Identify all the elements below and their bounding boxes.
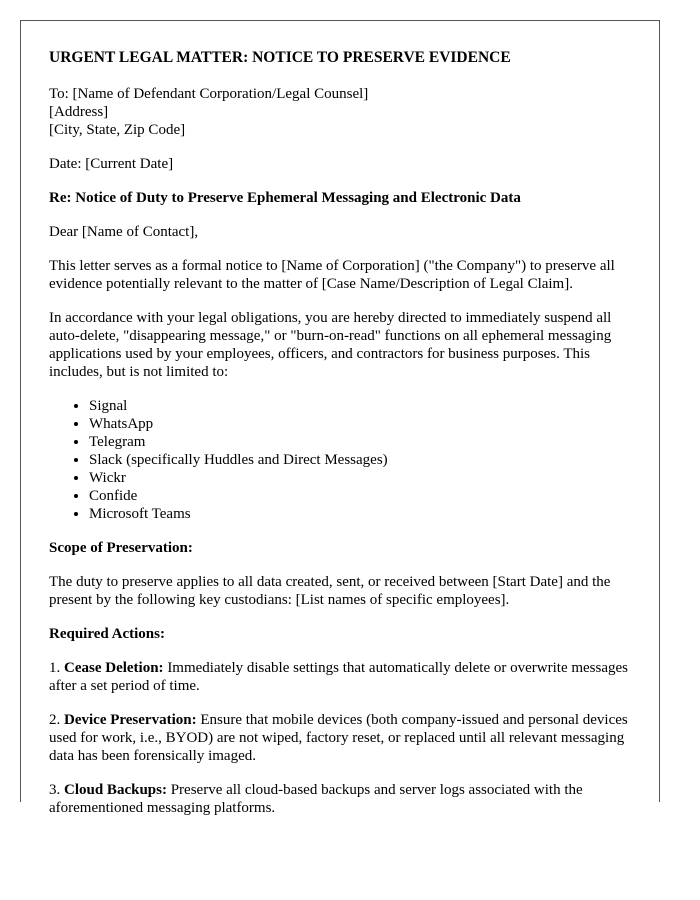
action-number: 3. [49, 782, 64, 798]
list-item: • Wickr [89, 469, 639, 487]
action-number: 1. [49, 660, 64, 676]
recipient-address: [Address] [49, 104, 109, 120]
scope-paragraph: The duty to preserve applies to all data created, sent, or received between [Start Date] and the present by the following key custodians: [List names of specific employees]. [49, 574, 611, 608]
action-text: Preserve all cloud-based backups and server logs associated with the aforementioned messaging platforms. [49, 782, 583, 816]
recipient-block [49, 85, 639, 139]
action-label: Device Preservation: [64, 712, 197, 728]
document-page [20, 20, 660, 816]
app-list [49, 397, 639, 523]
action-text: Ensure that mobile devices (both company-issued and personal devices used for work, i.e., BYOD) are not wiped, factory reset, or replaced until all relevant messaging data has been forensically imaged. [49, 712, 628, 764]
subject-line: Re: Notice of Duty to Preserve Ephemeral Messaging and Electronic Data [49, 190, 521, 206]
letter-title: URGENT LEGAL MATTER: NOTICE TO PRESERVE EVIDENCE [49, 49, 511, 66]
salutation: Dear [Name of Contact], [49, 224, 199, 240]
action-item [49, 711, 639, 765]
action-label: Cloud Backups: [64, 782, 167, 798]
recipient-city: [City, State, Zip Code] [49, 122, 186, 138]
intro-paragraph: This letter serves as a formal notice to [Name of Corporation] ("the Company") to preserve all evidence potentially relevant to the matter of [Case Name/Description of Legal Claim]. [49, 258, 615, 292]
action-label: Cease Deletion: [64, 660, 164, 676]
action-text: Immediately disable settings that automatically delete or overwrite messages after a set period of time. [49, 660, 628, 694]
list-item: • Telegram [89, 433, 639, 451]
actions-heading: Required Actions: [49, 626, 165, 642]
list-item: • Signal [89, 397, 639, 415]
list-item: • Slack (specifically Huddles and Direct Messages) [89, 451, 639, 469]
directive-paragraph: In accordance with your legal obligations, you are hereby directed to immediately suspend all auto-delete, "disappearing message," or "burn-on-read" functions on all ephemeral messaging applications used by your employees, officers, and contractors for business purposes. This includes, but is not limited to: [49, 310, 612, 380]
list-item: • Confide [89, 487, 639, 505]
list-item: • Microsoft Teams [89, 505, 639, 523]
letter-body [49, 49, 639, 833]
scope-heading: Scope of Preservation: [49, 540, 193, 556]
letter-date: Date: [Current Date] [49, 156, 174, 172]
action-number: 2. [49, 712, 64, 728]
action-item [49, 659, 639, 695]
action-item [49, 781, 639, 817]
recipient-to: To: [Name of Defendant Corporation/Legal Counsel] [49, 86, 369, 102]
list-item: • WhatsApp [89, 415, 639, 433]
